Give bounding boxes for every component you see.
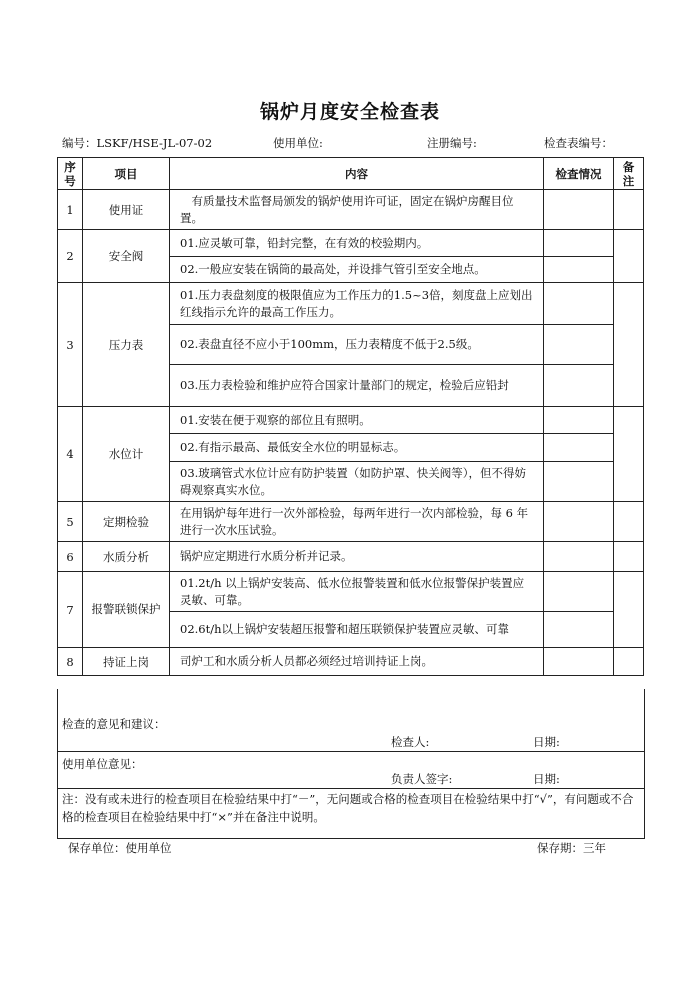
registration-number-label: 注册编号:	[427, 136, 477, 150]
row-seq: 5	[58, 502, 83, 542]
table-row	[58, 230, 644, 257]
table-row	[58, 502, 644, 542]
remark-cell[interactable]	[614, 542, 644, 572]
status-cell[interactable]	[544, 612, 614, 648]
row-item: 压力表	[83, 283, 170, 407]
row-item: 水质分析	[83, 542, 170, 572]
header-remark: 备注	[614, 158, 644, 190]
remark-cell[interactable]	[614, 230, 644, 283]
table-row	[58, 190, 644, 230]
row-item: 安全阀	[83, 230, 170, 283]
row-content: 03.压力表检验和维护应符合国家计量部门的规定，检验后应铅封	[170, 365, 544, 407]
remark-cell[interactable]	[614, 283, 644, 407]
status-cell[interactable]	[544, 325, 614, 365]
retention-unit: 保存单位：使用单位	[68, 841, 172, 855]
row-item: 水位计	[83, 407, 170, 502]
remark-cell[interactable]	[614, 407, 644, 502]
row-content: 02.表盘直径不应小于100mm，压力表精度不低于2.5级。	[170, 325, 544, 365]
table-row	[58, 407, 644, 434]
table-row	[58, 283, 644, 325]
status-cell[interactable]	[544, 257, 614, 283]
status-cell[interactable]	[544, 462, 614, 502]
row-content: 01.应灵敏可靠，铅封完整，在有效的校验期内。	[170, 230, 544, 257]
row-content: 02.6t/h以上锅炉安装超压报警和超压联锁保护装置应灵敏、可靠	[170, 612, 544, 648]
status-cell[interactable]	[544, 190, 614, 230]
form-code: 编号：LSKF/HSE-JL-07-02	[62, 136, 213, 150]
row-seq: 4	[58, 407, 83, 502]
status-cell[interactable]	[544, 365, 614, 407]
status-cell[interactable]	[544, 434, 614, 462]
status-cell[interactable]	[544, 407, 614, 434]
status-cell[interactable]	[544, 283, 614, 325]
user-unit-label: 使用单位:	[273, 136, 323, 150]
row-seq: 8	[58, 648, 83, 676]
row-seq: 1	[58, 190, 83, 230]
opinion-label: 检查的意见和建议：	[62, 717, 166, 731]
row-item: 使用证	[83, 190, 170, 230]
row-item: 定期检验	[83, 502, 170, 542]
row-seq: 6	[58, 542, 83, 572]
retention-period: 保存期：三年	[537, 841, 606, 855]
row-item: 报警联锁保护	[83, 572, 170, 648]
inspection-opinion-section[interactable]	[57, 689, 645, 752]
remark-cell[interactable]	[614, 190, 644, 230]
header-item: 项目	[83, 158, 170, 190]
table-row	[58, 572, 644, 612]
row-content: 01.2t/h 以上锅炉安装高、低水位报警装置和低水位报警保护装置应灵敏、可靠。	[170, 572, 544, 612]
row-content: 01.安装在便于观察的部位且有照明。	[170, 407, 544, 434]
header-row	[58, 158, 644, 190]
row-seq: 2	[58, 230, 83, 283]
status-cell[interactable]	[544, 648, 614, 676]
status-cell[interactable]	[544, 502, 614, 542]
header-content: 内容	[170, 158, 544, 190]
row-content: 在用锅炉每年进行一次外部检验，每两年进行一次内部检验，每 6 年进行一次水压试验。	[170, 502, 544, 542]
row-content: 02.一般应安装在锅筒的最高处，并设排气管引至安全地点。	[170, 257, 544, 283]
person-signature-label: 负责人签字:	[391, 772, 453, 786]
form-meta	[62, 135, 652, 153]
note-text: 注：没有或未进行的检查项目在检验结果中打“－”，无问题或合格的检查项目在检验结果中打“√”，有问题或不合格的检查项目在检验结果中打“×”并在备注中说明。	[62, 792, 634, 824]
unit-opinion-label: 使用单位意见：	[62, 757, 143, 771]
page-title: 锅炉月度安全检查表	[259, 101, 440, 123]
remark-cell[interactable]	[614, 648, 644, 676]
table-row	[58, 648, 644, 676]
status-cell[interactable]	[544, 572, 614, 612]
row-seq: 7	[58, 572, 83, 648]
row-content: 03.玻璃管式水位计应有防护装置（如防护罩、快关阀等），但不得妨碍观察真实水位。	[170, 462, 544, 502]
row-content: 司炉工和水质分析人员都必须经过培训持证上岗。	[170, 648, 544, 676]
header-status: 检查情况	[544, 158, 614, 190]
form-number-label: 检查表编号：	[544, 136, 613, 150]
remark-cell[interactable]	[614, 572, 644, 648]
inspector-label: 检查人:	[391, 735, 430, 749]
inspection-table	[57, 157, 644, 676]
row-seq: 3	[58, 283, 83, 407]
row-content: 02.有指示最高、最低安全水位的明显标志。	[170, 434, 544, 462]
remark-cell[interactable]	[614, 502, 644, 542]
note-section	[57, 789, 645, 839]
table-row	[58, 542, 644, 572]
user-unit-opinion-section[interactable]	[57, 752, 645, 789]
row-content: 有质量技术监督局颁发的锅炉使用许可证，固定在锅炉房醒目位置。	[170, 190, 544, 230]
status-cell[interactable]	[544, 542, 614, 572]
header-seq: 序号	[58, 158, 83, 190]
status-cell[interactable]	[544, 230, 614, 257]
inspection-date-label: 日期:	[533, 735, 560, 749]
row-item: 持证上岗	[83, 648, 170, 676]
signature-date-label: 日期:	[533, 772, 560, 786]
row-content: 01.压力表盘刻度的极限值应为工作压力的1.5~3倍，刻度盘上应划出红线指示允许的最高工作压力。	[170, 283, 544, 325]
row-content: 锅炉应定期进行水质分析并记录。	[170, 542, 544, 572]
